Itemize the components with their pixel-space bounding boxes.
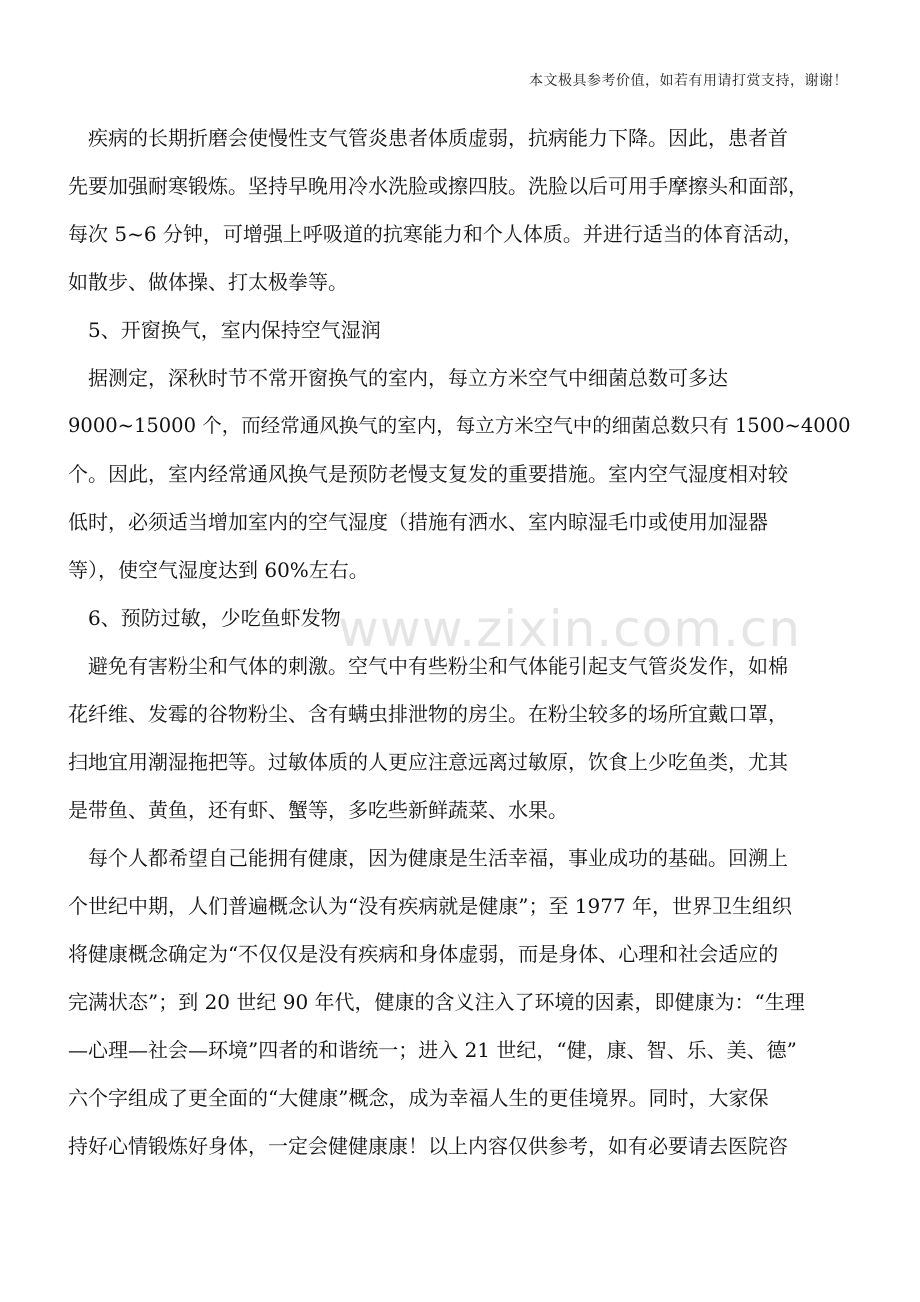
text-line: 将健康概念确定为“不仅仅是没有疾病和身体虚弱，而是身体、心理和社会适应的 [68,942,779,966]
text-line: 个。因此，室内经常通风换气是预防老慢支复发的重要措施。室内空气湿度相对较 [68,462,788,486]
text-line: 疾病的长期折磨会使慢性支气管炎患者体质虚弱，抗病能力下降。因此，患者首 [88,126,788,150]
document-body [68,114,854,1170]
watermark-text: www.zixin.com.cn [338,600,802,658]
text-line: 据测定，深秋时节不常开窗换气的室内，每立方米空气中细菌总数可多达 [88,366,728,390]
text-line: 等），使空气湿度达到 60%左右。 [68,558,369,582]
text-line: 花纤维、发霉的谷物粉尘、含有螨虫排泄物的房尘。在粉尘较多的场所宜戴口罩， [68,702,788,726]
text-line: —心理—社会—环境”四者的和谐统一；进入 21 世纪，“健，康、智、乐、美、德” [68,1038,797,1062]
text-line: 完满状态”；到 20 世纪 90 年代，健康的含义注入了环境的因素，即健康为：“生理 [68,990,805,1014]
text-line: 每次 5~6 分钟，可增强上呼吸道的抗寒能力和个人体质。并进行适当的体育活动， [68,222,803,246]
text-line: 是带鱼、黄鱼，还有虾、蟹等，多吃些新鲜蔬菜、水果。 [68,798,568,822]
text-line: 每个人都希望自己能拥有健康，因为健康是生活幸福，事业成功的基础。回溯上 [88,846,788,870]
header-note: 本文极具参考价值，如若有用请打赏支持，谢谢！ [529,73,848,89]
text-line: 先要加强耐寒锻炼。坚持早晚用冷水洗脸或擦四肢。洗脸以后可用手摩擦头和面部， [68,174,808,198]
text-line: 个世纪中期，人们普遍概念认为“没有疾病就是健康”；至 1977 年，世界卫生组织 [68,894,793,918]
text-line: 9000~15000 个，而经常通风换气的室内，每立方米空气中的细菌总数只有 1500~4000 [68,414,851,437]
text-line: 避免有害粉尘和气体的刺激。空气中有些粉尘和气体能引起支气管炎发作，如棉 [88,654,788,678]
text-line: 六个字组成了更全面的“大健康”概念，成为幸福人生的更佳境界。同时，大家保 [68,1086,769,1110]
text-line: 低时，必须适当增加室内的空气湿度（措施有洒水、室内晾湿毛巾或使用加湿器 [68,510,768,534]
section-heading: 5、开窗换气，室内保持空气湿润 [88,318,381,342]
section-heading: 6、预防过敏，少吃鱼虾发物 [88,606,341,630]
text-line: 扫地宜用潮湿拖把等。过敏体质的人更应注意远离过敏原，饮食上少吃鱼类，尤其 [68,750,788,774]
text-line: 如散步、做体操、打太极拳等。 [68,270,348,294]
text-line: 持好心情锻炼好身体，一定会健健康康！以上内容仅供参考，如有必要请去医院咨 [68,1134,788,1158]
